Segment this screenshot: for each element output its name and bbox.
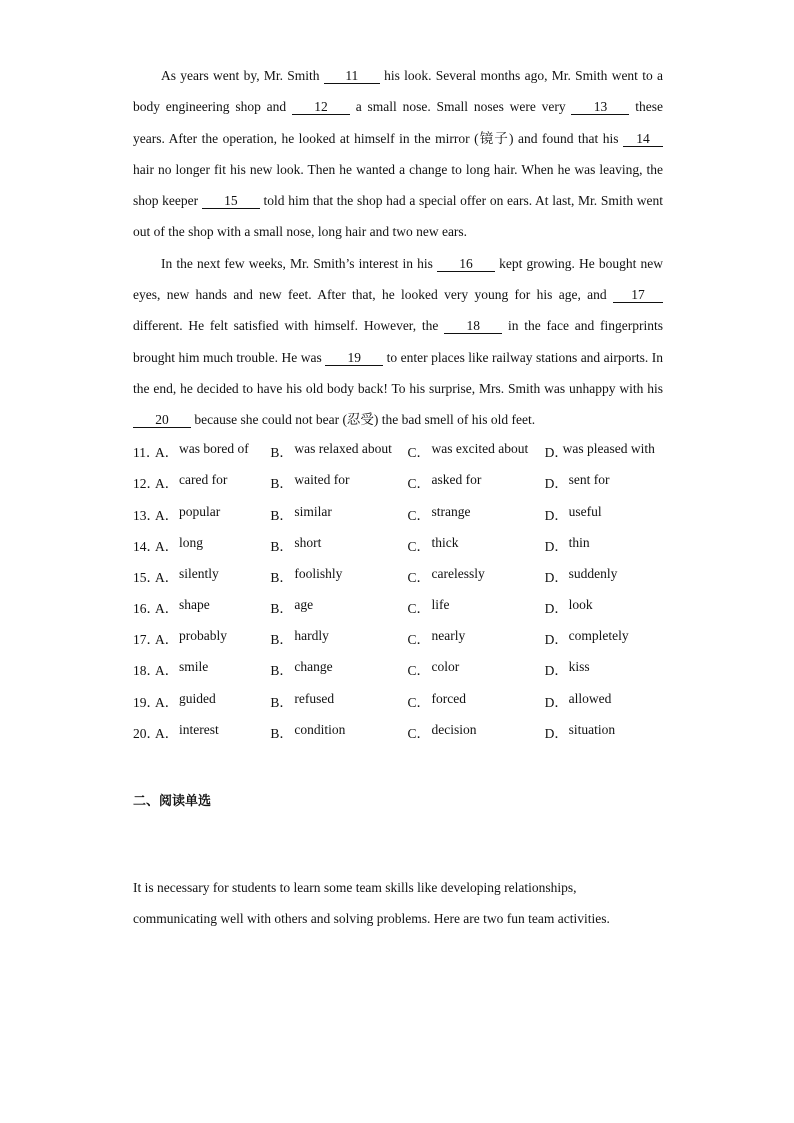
- option-b[interactable]: [270, 628, 407, 648]
- option-letter: B．: [270, 507, 293, 523]
- option-d[interactable]: [545, 472, 663, 492]
- option-text: cared for: [179, 472, 228, 488]
- blank-18: 18: [444, 318, 502, 334]
- passage-text: In the next few weeks, Mr. Smith’s interest in his: [161, 255, 437, 271]
- question-row: [133, 436, 663, 467]
- option-text: kiss: [568, 659, 590, 675]
- option-letter: B．: [270, 476, 293, 492]
- option-text: condition: [294, 721, 346, 737]
- section-title: 二、阅读单选: [133, 794, 212, 809]
- option-letter: A．: [155, 663, 179, 679]
- question-row: [133, 685, 663, 716]
- option-b[interactable]: [270, 504, 407, 524]
- option-text: allowed: [568, 690, 612, 706]
- option-a[interactable]: [155, 628, 270, 648]
- option-letter: C．: [407, 601, 431, 617]
- option-text: look: [568, 597, 593, 613]
- option-letter: C．: [407, 538, 431, 554]
- passage-text: because she could not bear (忍受) the bad smell of his old feet.: [191, 412, 536, 428]
- option-letter: C．: [407, 569, 431, 585]
- option-text: carelessly: [431, 565, 485, 581]
- option-letter: C．: [407, 445, 431, 461]
- option-letter: A．: [155, 601, 179, 617]
- option-text: completely: [568, 628, 629, 644]
- question-number: 11．: [133, 445, 160, 461]
- option-b[interactable]: [270, 659, 407, 679]
- option-letter: D．: [544, 663, 568, 679]
- option-text: suddenly: [568, 565, 618, 581]
- passage-paragraph-2: [133, 248, 663, 436]
- passage-text: these years. After the operation, he looked at himself in the mirror (镜子) and found that his: [133, 99, 663, 146]
- option-letter: D．: [544, 538, 568, 554]
- option-letter: A．: [155, 445, 179, 461]
- option-text: smile: [179, 659, 209, 675]
- question-list: [133, 436, 663, 748]
- passage-text: kept growing. He bought new eyes, new hands and new feet. After that, he looked very young for his age, and: [133, 255, 663, 303]
- option-b[interactable]: [270, 535, 407, 555]
- question-number: 19．: [133, 694, 160, 710]
- question-number: 16．: [133, 601, 160, 617]
- option-letter: B．: [270, 632, 293, 648]
- option-letter: A．: [155, 632, 179, 648]
- option-a[interactable]: [155, 691, 270, 711]
- passage-text: As years went by, Mr. Smith: [161, 68, 324, 83]
- option-text: was pleased with: [562, 441, 655, 457]
- question-row: [133, 498, 663, 529]
- option-d[interactable]: [545, 691, 663, 711]
- option-text: age: [294, 597, 314, 613]
- option-letter: B．: [270, 725, 293, 741]
- question-number: 17．: [133, 632, 160, 648]
- option-letter: B．: [270, 601, 293, 617]
- option-d[interactable]: [545, 628, 663, 648]
- option-letter: A．: [155, 694, 179, 710]
- option-text: long: [179, 534, 204, 550]
- option-b[interactable]: [270, 566, 407, 586]
- option-c[interactable]: [408, 441, 545, 461]
- blank-19: 19: [325, 350, 383, 366]
- option-text: color: [431, 659, 460, 675]
- option-letter: D．: [544, 725, 568, 741]
- option-text: popular: [179, 503, 221, 519]
- passage-text: a small nose. Small noses were very: [349, 99, 572, 115]
- option-letter: D．: [544, 476, 568, 492]
- option-letter: D．: [544, 569, 568, 585]
- question-row: [133, 467, 663, 498]
- blank-13: 13: [571, 99, 629, 115]
- passage-text: to enter places like railway stations and airports. In the end, he decided to have his old body back! To his surprise, Mrs. Smith was unhappy with his: [133, 349, 663, 396]
- blank-20: 20: [133, 412, 191, 428]
- option-c[interactable]: [408, 597, 545, 617]
- option-text: strange: [431, 503, 471, 519]
- question-row: [133, 623, 663, 654]
- option-text: decision: [431, 721, 477, 737]
- option-a[interactable]: [155, 472, 270, 492]
- option-a[interactable]: [155, 535, 270, 555]
- passage-paragraph-1: [133, 60, 663, 248]
- option-letter: B．: [270, 538, 293, 554]
- option-text: guided: [179, 690, 216, 706]
- option-text: hardly: [294, 628, 329, 644]
- cloze-section: [133, 60, 663, 747]
- option-a[interactable]: [155, 722, 270, 742]
- option-c[interactable]: [408, 691, 545, 711]
- option-letter: A．: [155, 476, 179, 492]
- option-text: silently: [179, 565, 219, 581]
- reading-intro: It is necessary for students to learn some team skills like developing relationships, communicating well with others and solving problems. Here are two fun team activities.: [133, 880, 610, 926]
- option-letter: C．: [407, 632, 431, 648]
- option-c[interactable]: [408, 566, 545, 586]
- option-text: waited for: [294, 472, 350, 488]
- option-text: similar: [294, 503, 332, 519]
- passage-text: hair no longer fit his new look. Then he wanted a change to long hair. When he was leaving, the shop keeper: [133, 161, 663, 209]
- option-letter: D．: [544, 694, 568, 710]
- option-text: short: [294, 534, 322, 550]
- question-number: 12．: [133, 476, 160, 492]
- blank-11: 11: [324, 68, 380, 84]
- passage-text: different. He felt satisfied with himself. However, the: [133, 318, 445, 334]
- option-b[interactable]: [270, 597, 407, 617]
- option-b[interactable]: [270, 441, 407, 461]
- option-text: foolishly: [294, 565, 343, 581]
- question-number: 15．: [133, 569, 160, 585]
- option-letter: C．: [407, 694, 431, 710]
- option-c[interactable]: [408, 535, 545, 555]
- option-text: life: [431, 597, 450, 613]
- question-row: [133, 560, 663, 591]
- question-number: 14．: [133, 538, 160, 554]
- option-d[interactable]: [545, 597, 663, 617]
- option-b[interactable]: [270, 722, 407, 742]
- blank-15: 15: [202, 193, 260, 209]
- blank-14: 14: [623, 131, 663, 147]
- option-text: asked for: [431, 472, 482, 488]
- option-c[interactable]: [408, 504, 545, 524]
- option-letter: D．: [544, 601, 568, 617]
- option-text: probably: [179, 628, 227, 644]
- passage-text: told him that the shop had a special offer on ears. At last, Mr. Smith went out of the shop with a small nose, long hair and two new ears.: [133, 193, 664, 240]
- option-text: nearly: [431, 628, 466, 644]
- option-a[interactable]: [155, 659, 270, 679]
- passage-text: his look. Several months ago, Mr. Smith went to a body engineering shop and: [133, 68, 663, 115]
- question-row: [133, 592, 663, 623]
- option-letter: B．: [270, 569, 293, 585]
- question-row: [133, 529, 663, 560]
- blank-16: 16: [437, 256, 495, 272]
- option-letter: D．: [544, 632, 568, 648]
- question-row: [133, 716, 663, 747]
- option-a[interactable]: [155, 441, 270, 461]
- question-number: 20．: [133, 725, 160, 741]
- option-c[interactable]: [408, 472, 545, 492]
- option-text: was excited about: [431, 441, 529, 457]
- option-text: was relaxed about: [294, 441, 392, 457]
- option-letter: B．: [270, 694, 293, 710]
- option-letter: A．: [155, 569, 179, 585]
- option-letter: C．: [407, 725, 431, 741]
- option-letter: B．: [270, 663, 293, 679]
- option-c[interactable]: [408, 659, 545, 679]
- option-text: shape: [179, 597, 210, 613]
- option-d[interactable]: [545, 566, 663, 586]
- option-d[interactable]: [545, 722, 663, 742]
- option-b[interactable]: [270, 691, 407, 711]
- passage-text: in the face and fingerprints brought him much trouble. He was: [133, 318, 663, 365]
- option-d[interactable]: [545, 535, 663, 555]
- option-text: situation: [568, 721, 616, 737]
- question-number: 18．: [133, 663, 160, 679]
- option-b[interactable]: [270, 472, 407, 492]
- question-row: [133, 654, 663, 685]
- option-letter: D．: [544, 445, 568, 461]
- option-letter: C．: [407, 663, 431, 679]
- option-a[interactable]: [155, 504, 270, 524]
- option-c[interactable]: [408, 722, 545, 742]
- option-text: sent for: [568, 472, 610, 488]
- option-text: thick: [431, 534, 459, 550]
- option-letter: B．: [270, 445, 293, 461]
- option-d[interactable]: [545, 504, 663, 524]
- option-letter: A．: [155, 538, 179, 554]
- option-c[interactable]: [408, 628, 545, 648]
- option-text: useful: [568, 503, 602, 519]
- option-text: refused: [294, 690, 335, 706]
- option-letter: C．: [407, 476, 431, 492]
- question-number: 13．: [133, 507, 160, 523]
- option-text: was bored of: [179, 441, 249, 457]
- option-letter: A．: [155, 507, 179, 523]
- option-text: interest: [179, 721, 219, 737]
- blank-17: 17: [613, 287, 663, 303]
- option-letter: D．: [544, 507, 568, 523]
- option-d[interactable]: [545, 659, 663, 679]
- option-letter: A．: [155, 725, 179, 741]
- option-a[interactable]: [155, 566, 270, 586]
- option-text: change: [294, 659, 333, 675]
- blank-12: 12: [292, 99, 350, 115]
- option-text: thin: [568, 534, 590, 550]
- option-d[interactable]: [545, 441, 663, 461]
- option-text: forced: [431, 690, 466, 706]
- option-letter: C．: [407, 507, 431, 523]
- option-a[interactable]: [155, 597, 270, 617]
